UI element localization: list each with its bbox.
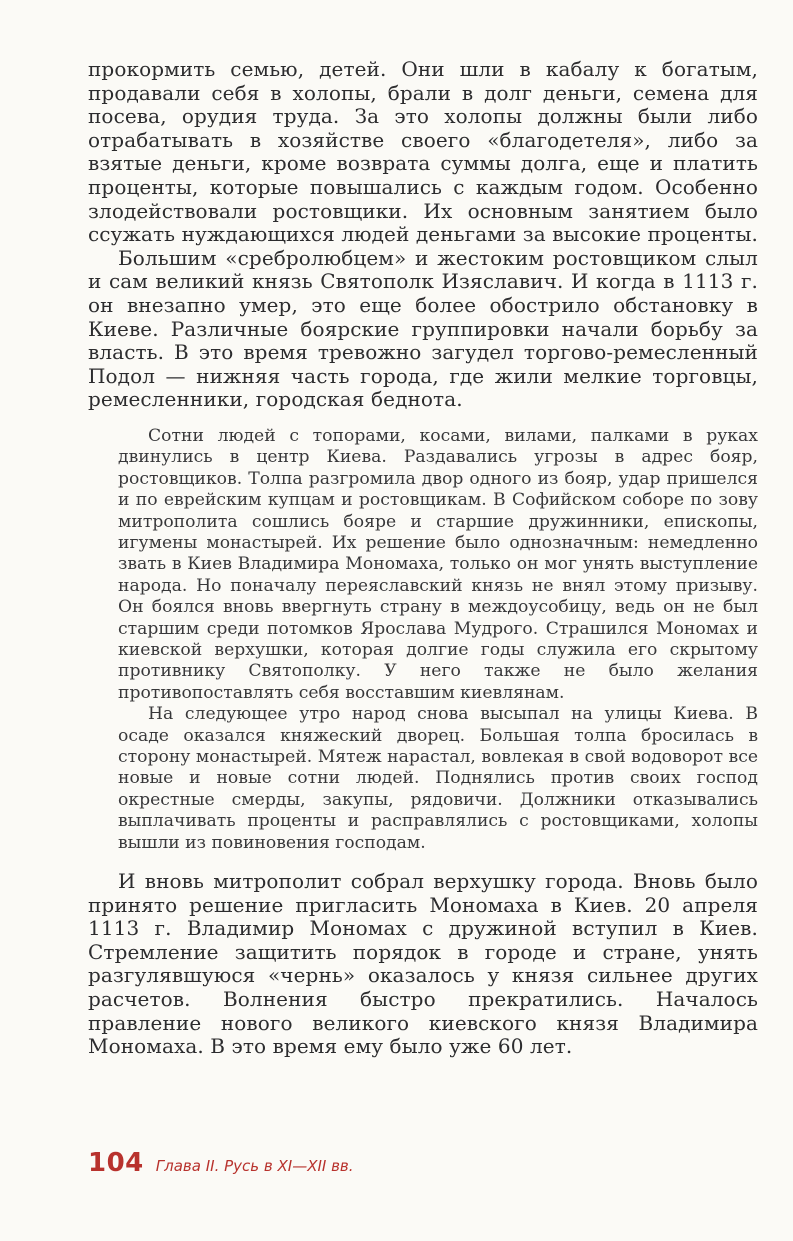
- body-paragraph-2: Большим «сребролюбцем» и жестоким ростовщиком слыл и сам великий князь Святополк Изяславич. И когда в 1113 г. он внезапно умер, это еще более обострило обстановку в Киеве. Различные боярские группировки начали борьбу за власть. В это время тревожно загудел торгово-ремесленный Подол — нижняя часть города, где жили мелкие торговцы, ремесленники, городская беднота.: [88, 245, 758, 412]
- body-paragraph-3: И вновь митрополит собрал верхушку города. Вновь было принято решение пригласить Мономаха в Киев. 20 апреля 1113 г. Владимир Мономах с дружиной вступил в Киев. Стремление защитить порядок в городе и стране, унять разгулявшуюся «чернь» оказалось у князя сильнее других расчетов. Волнения быстро прекратились. Началось правление нового великого киевского князя Владимира Мономаха. В это время ему было уже 60 лет.: [88, 869, 758, 1059]
- body-paragraph-1: прокормить семью, детей. Они шли в кабалу к богатым, продавали себя в холопы, брали в долг деньги, семена для посева, орудия труда. За это холопы должны были либо отрабатывать в хозяйстве своего «благодетеля», либо за взятые деньги, кроме возврата суммы долга, еще и платить проценты, которые повышались с каждым годом. Особенно злодействовали ростовщики. Их основным занятием было ссужать нуждающихся людей деньгами за высокие проценты.: [88, 57, 758, 247]
- page-footer: [88, 1148, 354, 1178]
- excerpt-paragraph-1: Сотни людей с топорами, косами, вилами, палками в руках двинулись в центр Киева. Раздавались угрозы в адрес бояр, ростовщиков. Толпа разгромила двор одного из бояр, удар пришелся и по еврейским купцам и ростовщикам. В Софийском соборе по зову митрополита сошлись бояре и старшие дружинники, епископы, игумены монастырей. Их решение было однозначным: немедленно звать в Киев Владимира Мономаха, только он мог унять выступление народа. Но поначалу переяславский князь не внял этому призыву. Он боялся вновь ввергнуть страну в междоусобицу, ведь он не был старшим среди потомков Ярослава Мудрого. Страшился Мономах и киевской верхушки, которая долгие годы служила его скрытому противнику Святополку. У него также не было желания противопоставлять себя восставшим киевлянам.: [118, 425, 758, 703]
- chapter-title: Глава II. Русь в XI—XII вв.: [155, 1157, 354, 1175]
- excerpt-paragraph-2: На следующее утро народ снова высыпал на улицы Киева. В осаде оказался княжеский дворец. Большая толпа бросилась в сторону монастырей. Мятеж нарастал, вовлекая в свой водоворот все новые и новые сотни людей. Поднялись против своих господ окрестные смерды, закупы, рядовичи. Должники отказывались выплачивать проценты и расправлялись с ростовщиками, холопы вышли из повиновения господам.: [118, 704, 758, 853]
- page-body: [88, 58, 758, 1059]
- page-number: 104: [88, 1148, 144, 1178]
- quoted-excerpt: [88, 426, 758, 854]
